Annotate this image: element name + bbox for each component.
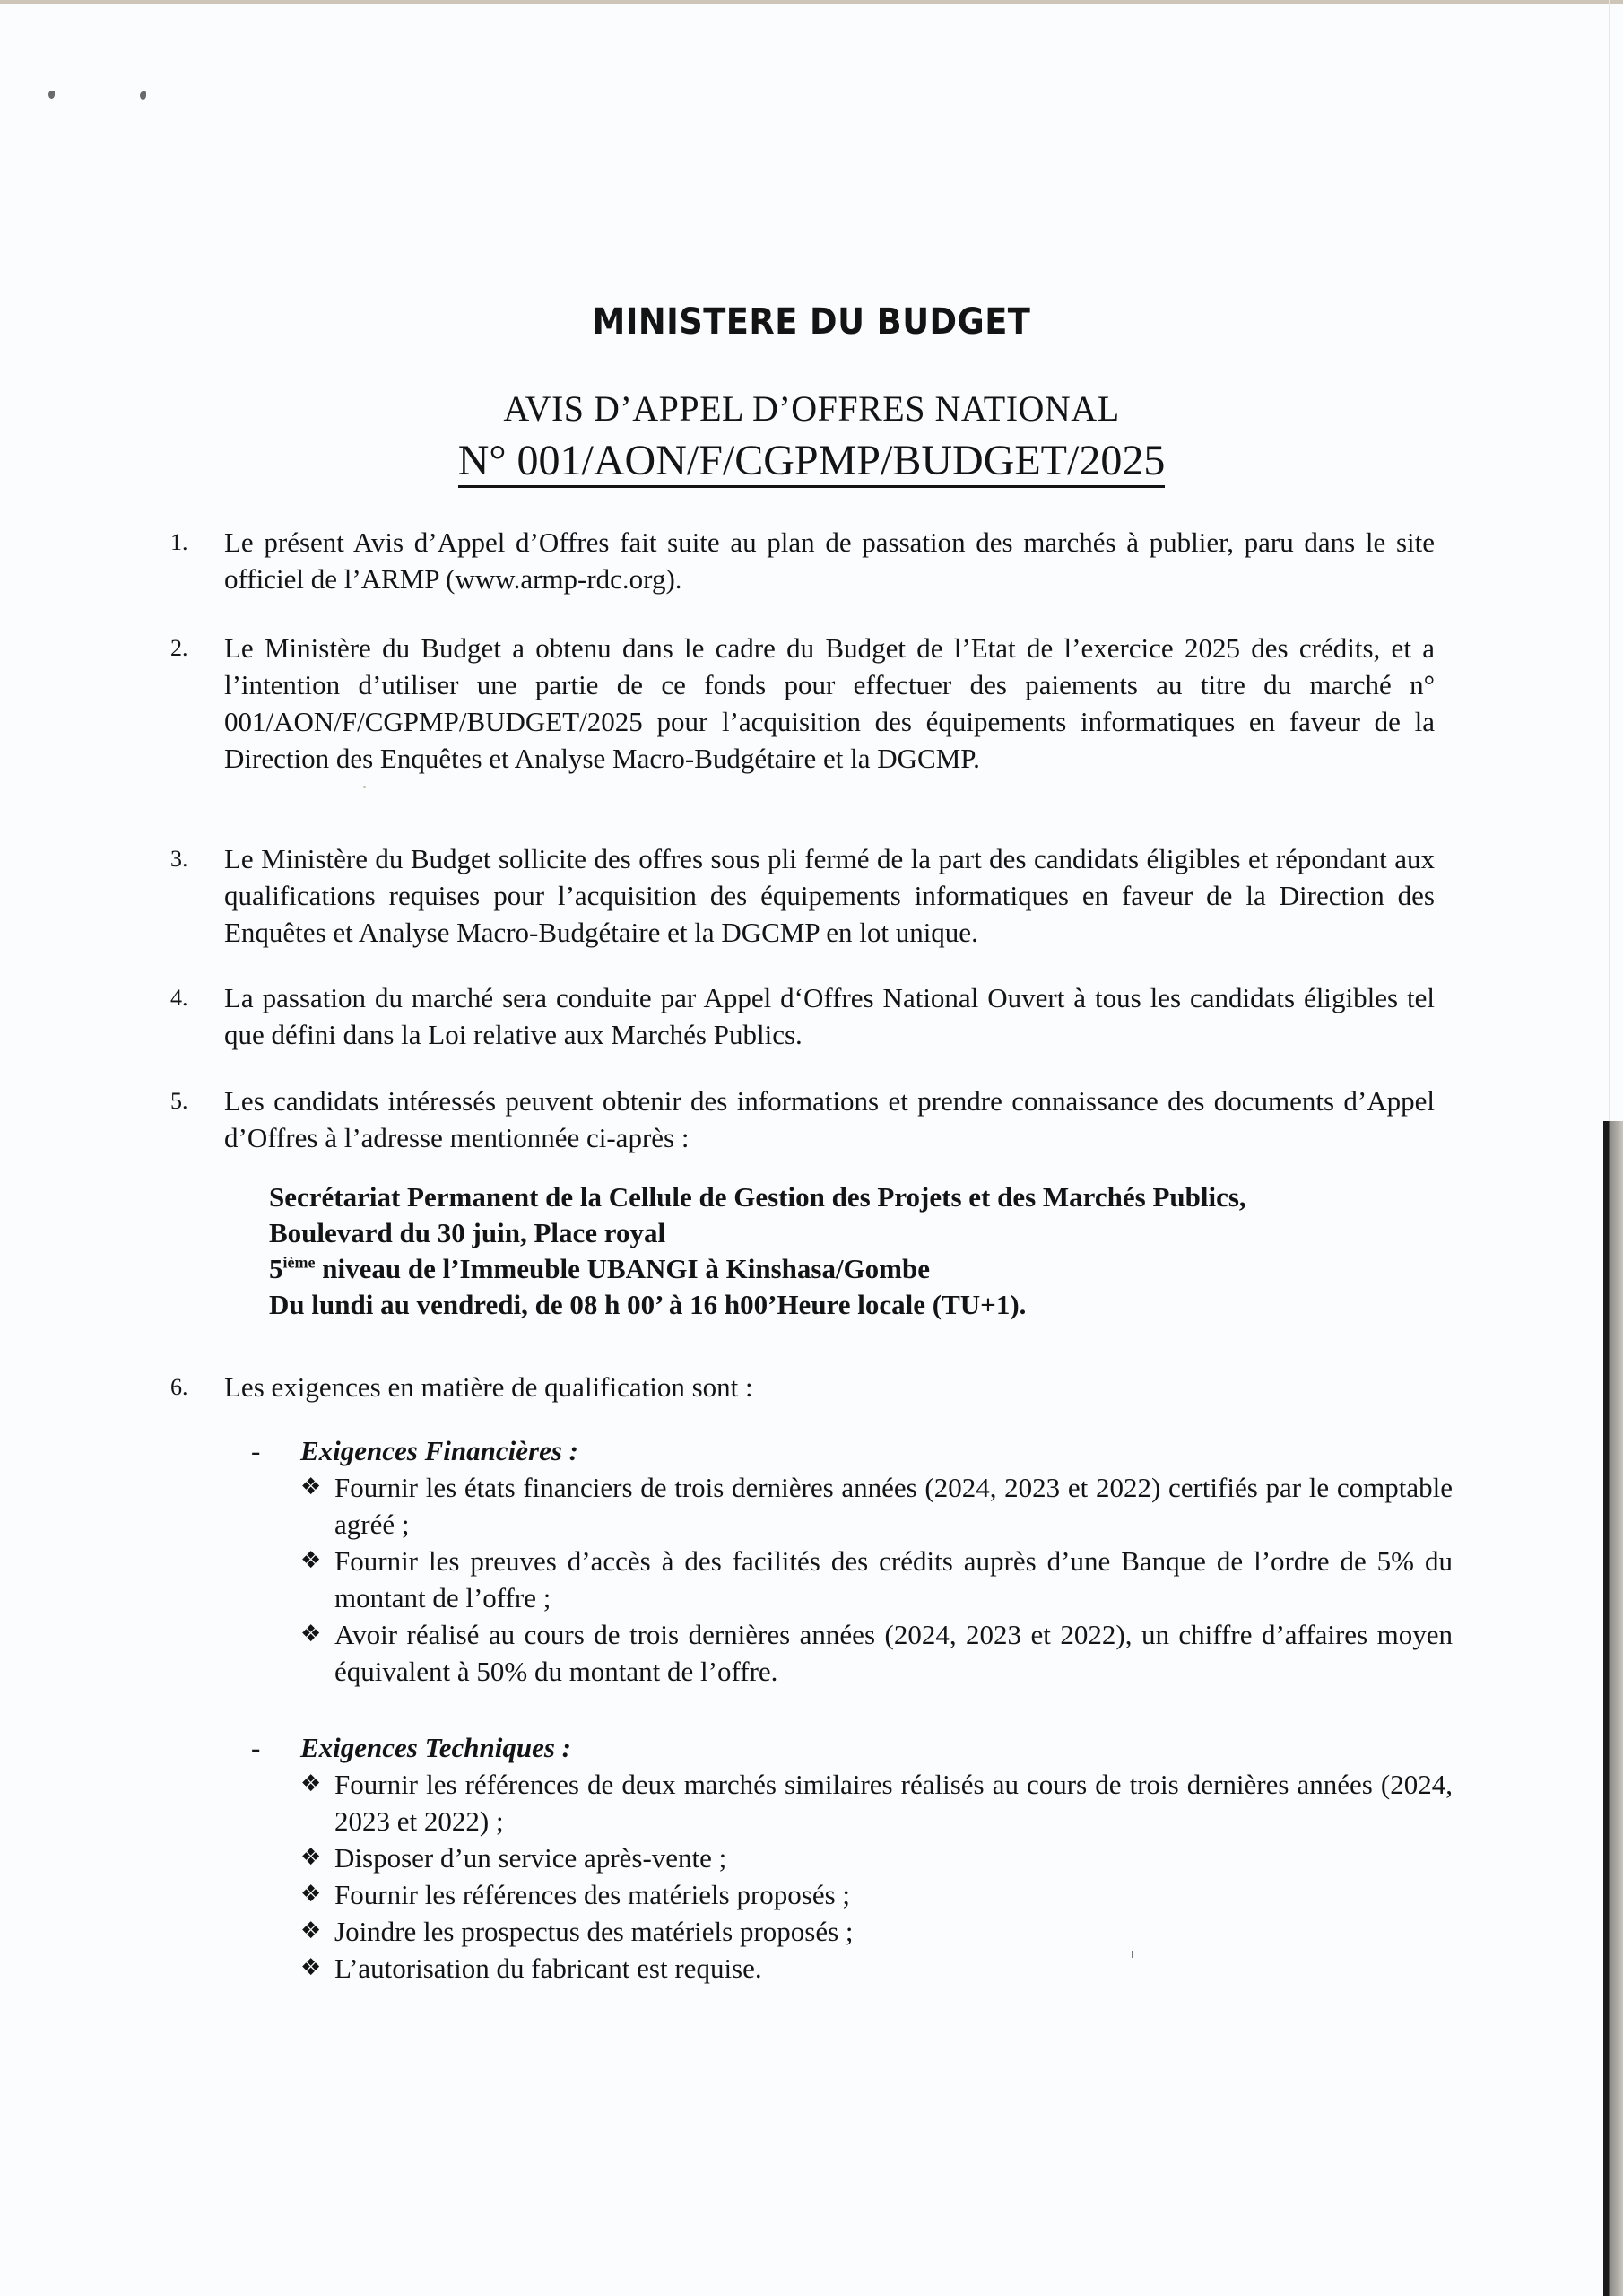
paragraph-number: 4. — [170, 985, 188, 1011]
financial-requirements — [251, 1432, 1453, 1690]
list-item — [251, 1616, 1453, 1690]
paragraph-text: Les exigences en matière de qualification sont : — [224, 1371, 753, 1403]
list-item-text: L’autorisation du fabricant est requise. — [334, 1952, 762, 1984]
list-item-text: Fournir les états financiers de trois dernières années (2024, 2023 et 2022) certifiés par le comptable agréé ; — [334, 1472, 1453, 1540]
diamond-bullet-icon: ❖ — [300, 1547, 322, 1574]
diamond-bullet-icon: ❖ — [300, 1621, 322, 1648]
heading-text: Exigences Financières : — [300, 1435, 578, 1466]
notice-type-heading: AVIS D’APPEL D’OFFRES NATIONAL — [503, 388, 1120, 429]
floor-suffix: ième — [282, 1253, 316, 1272]
diamond-bullet-icon: ❖ — [300, 1770, 322, 1797]
scan-right-edge-faint — [1609, 0, 1610, 1121]
punch-mark — [140, 91, 146, 100]
list-item-text: Avoir réalisé au cours de trois dernières années (2024, 2023 et 2022), un chiffre d’affaires moyen équivalent à 50% du montant de l’offre. — [334, 1619, 1453, 1687]
diamond-bullet-icon: ❖ — [300, 1474, 322, 1500]
dash-marker: - — [251, 1732, 261, 1763]
paragraph-item — [170, 1369, 1435, 1405]
technical-requirements-list — [251, 1766, 1453, 1987]
technical-requirements — [251, 1729, 1453, 1987]
paragraph-number: 6. — [170, 1374, 188, 1400]
punch-mark — [48, 91, 55, 99]
paragraph-number: 3. — [170, 846, 188, 872]
paragraph-item — [170, 524, 1435, 597]
diamond-bullet-icon: ❖ — [300, 1918, 322, 1944]
list-item-text: Joindre les prospectus des matériels proposés ; — [334, 1916, 854, 1947]
paragraph-item — [170, 630, 1435, 777]
address-line-street: Boulevard du 30 juin, Place royal — [269, 1217, 666, 1248]
list-item — [251, 1839, 1453, 1876]
diamond-bullet-icon: ❖ — [300, 1954, 322, 1981]
paragraph-text: La passation du marché sera conduite par Appel d‘Offres National Ouvert à tous les candidats éligibles tel que défini dans la Loi relative aux Marchés Publics. — [224, 982, 1435, 1050]
ministry-title: MINISTERE DU BUDGET — [592, 301, 1031, 343]
address-line-office: Secrétariat Permanent de la Cellule de Gestion des Projets et des Marchés Publics, — [269, 1181, 1246, 1213]
dash-marker: - — [251, 1435, 261, 1466]
paragraph-number: 5. — [170, 1088, 188, 1114]
paragraph-item — [170, 1083, 1435, 1156]
list-item — [251, 1766, 1453, 1839]
paragraph-number: 2. — [170, 635, 188, 661]
building-text: niveau de l’Immeuble UBANGI à Kinshasa/Gombe — [315, 1253, 930, 1284]
notice-number-heading — [0, 436, 1623, 488]
address-line-building — [269, 1251, 1435, 1287]
paragraph-item — [170, 979, 1435, 1053]
list-item-text: Fournir les références des matériels proposés ; — [334, 1879, 851, 1910]
list-item — [251, 1950, 1453, 1987]
address-block — [269, 1179, 1435, 1323]
floor-number: 5 — [269, 1253, 283, 1284]
diamond-bullet-icon: ❖ — [300, 1881, 322, 1908]
list-item — [251, 1543, 1453, 1616]
list-item — [251, 1469, 1453, 1543]
address-line-hours: Du lundi au vendredi, de 08 h 00’ à 16 h00’Heure locale (TU+1). — [269, 1289, 1027, 1320]
list-item-text: Fournir les preuves d’accès à des facilités des crédits auprès d’une Banque de l’ordre de 5% du montant de l’offre ; — [334, 1545, 1453, 1613]
list-item — [251, 1876, 1453, 1913]
scan-right-edge-shadow — [1603, 1121, 1623, 2296]
heading-text: Exigences Techniques : — [300, 1732, 571, 1763]
technical-requirements-heading — [251, 1729, 1453, 1766]
scan-speck — [363, 786, 366, 788]
diamond-bullet-icon: ❖ — [300, 1844, 322, 1871]
paragraph-item — [170, 840, 1435, 951]
paragraph-text: Le Ministère du Budget sollicite des offres sous pli fermé de la part des candidats éligibles et répondant aux qualifications requises pour l’acquisition des équipements informatiques en faveur de la Direction des Enquêtes et Analyse Macro-Budgétaire et la DGCMP en lot unique. — [224, 843, 1435, 948]
list-item-text: Disposer d’un service après-vente ; — [334, 1842, 727, 1874]
paragraph-text: Le présent Avis d’Appel d’Offres fait suite au plan de passation des marchés à publier, paru dans le site officiel de l’ARMP (www.armp-rdc.org). — [224, 526, 1435, 595]
paragraph-number: 1. — [170, 529, 188, 555]
scan-top-edge — [0, 0, 1623, 4]
list-item-text: Fournir les références de deux marchés similaires réalisés au cours de trois dernières années (2024, 2023 et 2022) ; — [334, 1769, 1453, 1837]
paragraph-text: Les candidats intéressés peuvent obtenir des informations et prendre connaissance des documents d’Appel d’Offres à l’adresse mentionnée ci-après : — [224, 1085, 1435, 1153]
list-item — [251, 1913, 1453, 1950]
paragraph-text: Le Ministère du Budget a obtenu dans le cadre du Budget de l’Etat de l’exercice 2025 des crédits, et a l’intention d’utiliser une partie de ce fonds pour effectuer des paiements au titre du marché n° 001/AON/F/CGPMP/BUDGET/2025 pour l’acquisition des équipements informatiques en faveur de la Direction des Enquêtes et Analyse Macro-Budgétaire et la DGCMP. — [224, 632, 1435, 774]
financial-requirements-list — [251, 1469, 1453, 1690]
notice-number-text: N° 001/AON/F/CGPMP/BUDGET/2025 — [458, 439, 1166, 488]
financial-requirements-heading — [251, 1432, 1453, 1469]
